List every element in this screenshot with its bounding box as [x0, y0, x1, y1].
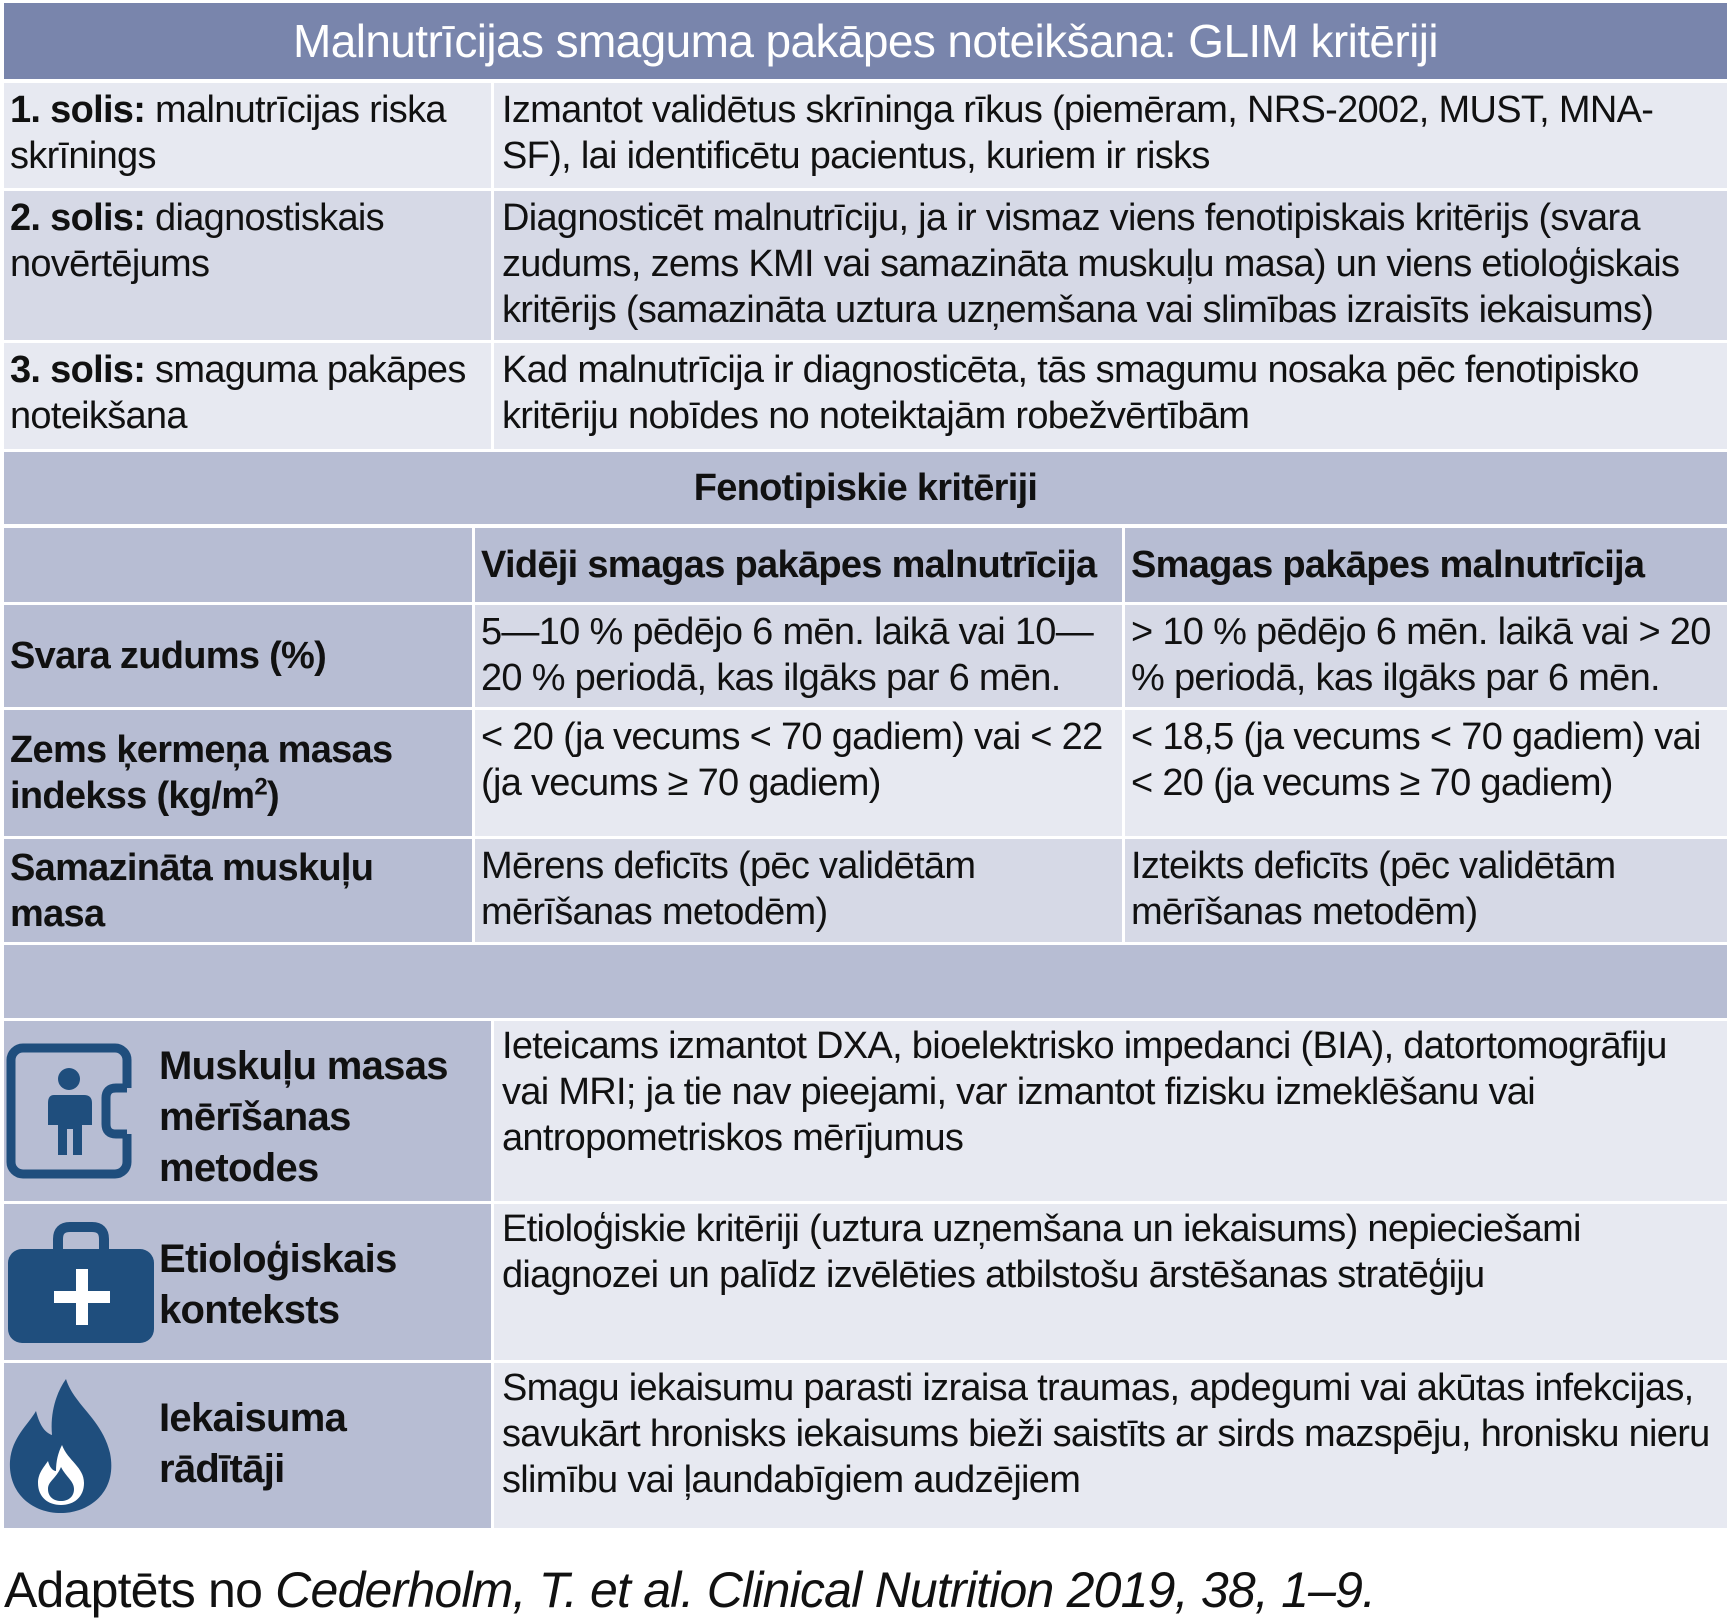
- criterion-label: Svara zudums (%): [4, 605, 472, 707]
- superscript: 2: [254, 773, 267, 801]
- medical-kit-icon: [6, 1221, 156, 1347]
- citation-prefix: Adaptēts no: [4, 1562, 276, 1618]
- note-row-inflammation: [4, 1363, 1727, 1528]
- step-description: Kad malnutrīcija ir diagnosticēta, tās smagumu nosaka pēc fenotipisko kritēriju nobīdes no noteiktajām robežvērtībām: [491, 343, 1727, 449]
- moderate-value: 5—10 % pēdējo 6 mēn. laikā vai 10—20 % periodā, kas ilgāks par 6 mēn.: [472, 605, 1122, 707]
- step-number: 3. solis:: [10, 349, 146, 391]
- header-moderate: Vidēji smagas pakāpes malnutrīcija: [472, 528, 1122, 602]
- criterion-text: Zems ķermeņa masas indekss $(kg/m^2)$: [10, 729, 393, 817]
- table-title: Malnutrīcijas smaguma pakāpes noteikšana: GLIM kritēriji: [4, 3, 1727, 79]
- phenotypic-column-header: [4, 528, 1727, 602]
- step-row-3: [4, 343, 1727, 449]
- severe-value: < 18,5 (ja vecums < 70 gadiem) vai < 20 (ja vecums ≥ 70 gadiem): [1122, 710, 1727, 836]
- moderate-value: < 20 (ja vecums < 70 gadiem) vai < 22 (ja vecums ≥ 70 gadiem): [472, 710, 1122, 836]
- phenotypic-row-weight-loss: [4, 605, 1727, 707]
- note-text: Ieteicams izmantot DXA, bioelektrisko impedanci (BIA), datortomogrāfiju vai MRI; ja tie nav pieejami, var izmantot fizisku izmeklēšanu vai antropometriskos mērījumus: [491, 1021, 1727, 1201]
- criterion-label: Samazināta muskuļu masa: [4, 839, 472, 942]
- note-text: Smagu iekaisumu parasti izraisa traumas, apdegumi vai akūtas infekcijas, savukārt hronisks iekaisums bieži saistīts ar sirds mazspēju, hronisku nieru slimību vai ļaundabīgiem audzējiem: [491, 1363, 1727, 1528]
- phenotypic-heading: Fenotipiskie kritēriji: [4, 452, 1727, 524]
- step-name: malnutrīcijas riska skrīnings: [10, 89, 446, 177]
- note-label-cell: [4, 1204, 491, 1360]
- note-row-etiology: [4, 1204, 1727, 1360]
- note-label: Iekaisuma rādītāji: [159, 1396, 347, 1491]
- step-label: [4, 83, 491, 188]
- note-row-muscle-methods: [4, 1021, 1727, 1201]
- note-label: Etioloģiskais konteksts: [159, 1237, 397, 1332]
- note-label: Muskuļu masas mērīšanas metodes: [159, 1044, 448, 1190]
- step-description: Izmantot validētus skrīninga rīkus (piemēram, NRS-2002, MUST, MNA-SF), lai identificētu pacientus, kuriem ir risks: [491, 83, 1727, 188]
- note-label-cell: [4, 1363, 491, 1528]
- step-name: diagnostiskais novērtējums: [10, 197, 384, 285]
- step-name: smaguma pakāpes noteikšana: [10, 349, 466, 437]
- step-description: Diagnosticēt malnutrīciju, ja ir vismaz viens fenotipiskais kritērijs (svara zudums, zems KMI vai samazināta muskuļu masa) un viens etioloģiskais kritērijs (samazināta uztura uzņemšana vai slimības izraisīts iekaisums): [491, 191, 1727, 340]
- moderate-value: Mērens deficīts (pēc validētām mērīšanas metodēm): [472, 839, 1122, 942]
- phenotypic-row-bmi: [4, 710, 1727, 836]
- criterion-label: [4, 710, 472, 836]
- step-label: [4, 343, 491, 449]
- severe-value: Izteikts deficīts (pēc validētām mērīšanas metodēm): [1122, 839, 1727, 942]
- step-row-1: [4, 83, 1727, 188]
- note-text: Etioloģiskie kritēriji (uztura uzņemšana un iekaisums) nepieciešami diagnozei un palīdz izvēlēties atbilstošu ārstēšanas stratēģiju: [491, 1204, 1727, 1360]
- person-icon: [6, 1043, 132, 1179]
- flame-icon: [6, 1375, 116, 1515]
- empty-band: [4, 945, 1727, 1018]
- step-row-2: [4, 191, 1727, 340]
- source-citation: [4, 1560, 1375, 1620]
- step-number: 1. solis:: [10, 89, 146, 131]
- phenotypic-row-muscle-mass: [4, 839, 1727, 942]
- header-severe: Smagas pakāpes malnutrīcija: [1122, 528, 1727, 602]
- step-label: [4, 191, 491, 340]
- note-label-cell: [4, 1021, 491, 1201]
- citation-reference: Cederholm, T. et al. Clinical Nutrition 2019, 38, 1–9.: [275, 1562, 1376, 1618]
- header-empty-cell: [4, 528, 472, 602]
- severe-value: > 10 % pēdējo 6 mēn. laikā vai > 20 % periodā, kas ilgāks par 6 mēn.: [1122, 605, 1727, 707]
- step-number: 2. solis:: [10, 197, 146, 239]
